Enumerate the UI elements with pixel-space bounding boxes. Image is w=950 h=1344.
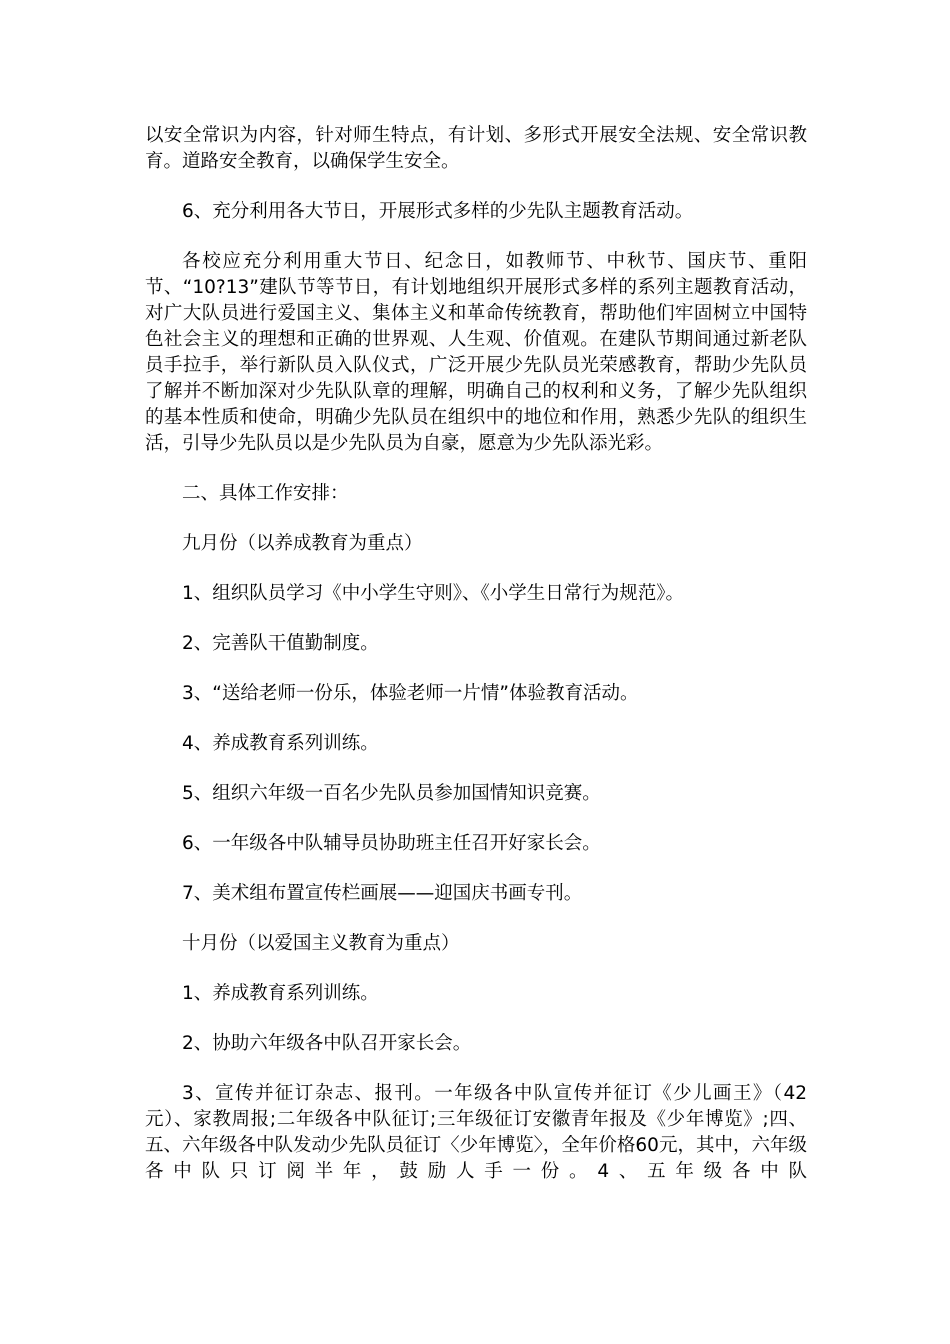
document-body	[145, 123, 807, 1185]
paragraph-festival-activities: 各校应充分利用重大节日、纪念日，如教师节、中秋节、国庆节、重阳节、“10?13”建队节等节日，有计划地组织开展形式多样的系列主题教育活动，对广大队员进行爱国主义、集体主义和革命传统教育，帮助他们牢固树立中国特色社会主义的理想和正确的世界观、人生观、价值观。在建队节期间通过新老队员手拉手，举行新队员入队仪式，广泛开展少先队员光荣感教育，帮助少先队员了解并不断加深对少先队队章的理解，明确自己的权利和义务，了解少先队组织的基本性质和使命，明确少先队员在组织中的地位和作用，熟悉少先队的组织生活，引导少先队员以是少先队员为自豪，愿意为少先队添光彩。	[145, 251, 807, 454]
list-item: 1、养成教育系列训练。	[182, 983, 379, 1004]
list-item: 2、完善队干值勤制度。	[182, 633, 379, 654]
list-item: 6、一年级各中队辅导员协助班主任召开好家长会。	[182, 833, 601, 854]
paragraph-safety-education: 以安全常识为内容，针对师生特点，有计划、多形式开展安全法规、安全常识教育。道路安全教育，以确保学生安全。	[145, 125, 807, 172]
paragraph-item-6-festivals: 6、充分利用各大节日，开展形式多样的少先队主题教育活动。	[182, 201, 694, 222]
section-heading-arrangements: 二、具体工作安排：	[182, 483, 349, 504]
list-item: 2、协助六年级各中队召开家长会。	[182, 1033, 472, 1054]
month-heading-october: 十月份（以爱国主义教育为重点）	[182, 933, 460, 954]
list-item: 3、“送给老师一份乐，体验老师一片情”体验教育活动。	[182, 683, 639, 704]
month-heading-september: 九月份（以养成教育为重点）	[182, 533, 423, 554]
list-item: 1、组织队员学习《中小学生守则》、《小学生日常行为规范》。	[182, 583, 685, 604]
list-item: 7、美术组布置宣传栏画展——迎国庆书画专刊。	[182, 883, 583, 904]
list-item: 3、宣传并征订杂志、报刊。一年级各中队宣传并征订《少儿画王》（42元）、家教周报;二年级各中队征订;三年级征订安徽青年报及《少年博览》;四、五、六年级各中队发动少先队员征订〈少年博览〉，全年价格60元，其中，六年级各中队只订阅半年，鼓励人手一份。4、五年级各中队	[145, 1083, 807, 1182]
list-item: 4、养成教育系列训练。	[182, 733, 379, 754]
list-item: 5、组织六年级一百名少先队员参加国情知识竞赛。	[182, 783, 601, 804]
